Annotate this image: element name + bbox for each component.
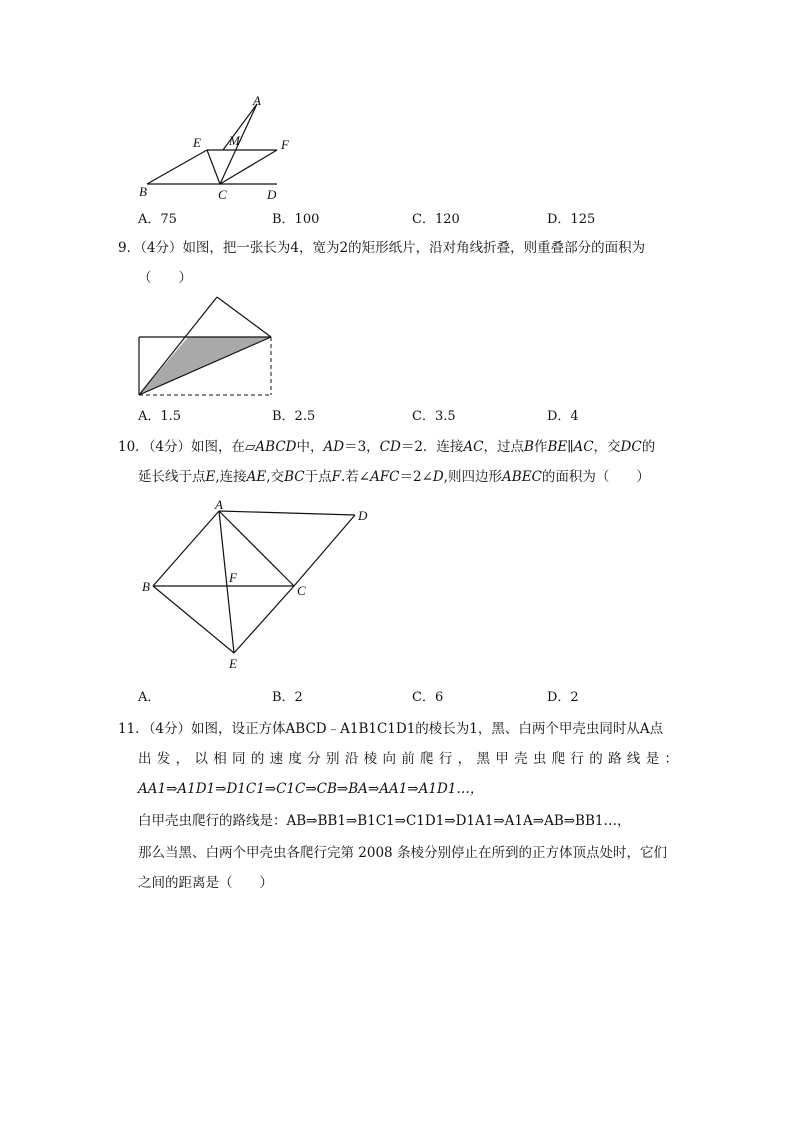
q10-option-d[interactable]: D．2 [547, 690, 579, 705]
q8-options [138, 208, 698, 228]
q10-label-B: B [142, 579, 150, 594]
q10-label-C: C [297, 583, 306, 598]
q9-stem-line2: （ ） [138, 270, 192, 286]
q10-angle: AFC [370, 469, 400, 485]
q10-label-F: F [229, 570, 237, 585]
q10-segment: AE [246, 469, 267, 485]
q10-text: ,则四边形 [443, 469, 503, 485]
q10-label-D: D [358, 508, 368, 523]
q10-segment: DC [620, 439, 642, 455]
q10-option-b[interactable]: B．2 [272, 690, 303, 705]
q9-option-c[interactable]: C．3.5 [412, 409, 456, 424]
q10-text: 于点 [304, 469, 332, 485]
q10-point: B [524, 439, 534, 455]
q10-options [138, 686, 698, 706]
q11-score: （4分） [148, 721, 192, 737]
q10-text: 作 [533, 439, 548, 455]
q9-stem-text: 如图，把一张长为4，宽为2的矩形纸片，沿对角线折叠，则重叠部分的面积为 [182, 240, 646, 256]
q10-point: F [331, 469, 341, 485]
q8-label-C: C [218, 187, 227, 202]
q9-stem [118, 238, 645, 258]
q10-text: .若∠ [340, 469, 371, 485]
q9-figure [136, 294, 281, 400]
q10-option-c[interactable]: C．6 [412, 690, 444, 705]
q10-text: ，过点 [483, 439, 525, 455]
q8-option-a[interactable]: A．75 [138, 212, 177, 227]
q11-stem-line5: 那么当黑、白两个甲壳虫各爬行完第 2008 条棱分别停止在所到的正方体顶点处时，它们 [138, 845, 667, 861]
q8-option-c[interactable]: C．120 [412, 212, 460, 227]
q9-option-b[interactable]: B．2.5 [272, 409, 316, 424]
q10-segment: CD [379, 439, 401, 455]
q10-parallelogram-name: ▱ABCD [245, 439, 297, 455]
q10-angle: D [432, 469, 444, 485]
q8-option-b[interactable]: B．100 [272, 212, 320, 227]
q10-text: ＝3， [344, 439, 380, 455]
q10-text: ,交 [266, 469, 285, 485]
q9-options [138, 405, 698, 425]
q10-label-A: A [215, 497, 223, 512]
q8-figure [135, 92, 305, 207]
q10-text: 延长线于点 [138, 469, 206, 485]
q8-label-F: F [281, 137, 289, 152]
q10-text: 的面积为（ ） [541, 469, 650, 485]
q11-stem-line2: 出发，以相同的速度分别沿棱向前爬行，黑甲壳虫爬行的路线是： [138, 751, 678, 767]
q8-option-d[interactable]: D．125 [547, 212, 596, 227]
q10-segment: BE∥AC [547, 439, 594, 455]
q10-score: （4分） [148, 439, 192, 455]
q10-point: E [205, 469, 216, 485]
q10-stem-line1 [118, 437, 655, 457]
q11-number: 11． [118, 721, 149, 737]
q10-segment: AC [463, 439, 484, 455]
q10-segment: BC [284, 469, 305, 485]
q10-text: 如图，在 [191, 439, 246, 455]
q11-white-beetle-path: 白甲壳虫爬行的路线是：AB⇒BB1⇒B1C1⇒C1D1⇒D1A1⇒A1A⇒AB⇒BB1…， [138, 813, 631, 829]
q10-text: ＝2．连接 [400, 439, 464, 455]
q9-option-a[interactable]: A．1.5 [138, 409, 182, 424]
q11-black-beetle-path: AA1⇒A1D1⇒D1C1⇒C1C⇒CB⇒BA⇒AA1⇒A1D1…， [138, 781, 484, 797]
q8-label-M: M [229, 133, 240, 148]
q8-label-E: E [193, 135, 201, 150]
q11-stem-line6: 之间的距离是（ ） [138, 875, 273, 891]
q10-stem-line2 [138, 467, 650, 487]
q10-segment: AD [323, 439, 345, 455]
q10-text: 的 [641, 439, 656, 455]
q8-label-B: B [139, 184, 147, 199]
q8-label-A: A [253, 93, 261, 108]
q10-text: ，交 [593, 439, 621, 455]
q9-option-d[interactable]: D．4 [547, 409, 579, 424]
q11-stem-line1 [118, 719, 663, 739]
q10-number: 10． [118, 439, 149, 455]
q10-text: ＝2∠ [399, 469, 433, 485]
q10-quadrilateral: ABEC [502, 469, 542, 485]
q10-text: 中， [296, 439, 324, 455]
q10-figure [138, 498, 378, 673]
q10-option-a[interactable]: A． [138, 690, 161, 705]
q8-label-D: D [267, 187, 277, 202]
q9-score: （4分） [140, 240, 183, 256]
q10-label-E: E [229, 656, 237, 671]
q11-text: 如图，设正方体ABCD﹣A1B1C1D1的棱长为1，黑、白两个甲壳虫同时从A点 [191, 721, 664, 737]
q9-number: 9． [118, 240, 141, 256]
q10-text: ,连接 [215, 469, 247, 485]
